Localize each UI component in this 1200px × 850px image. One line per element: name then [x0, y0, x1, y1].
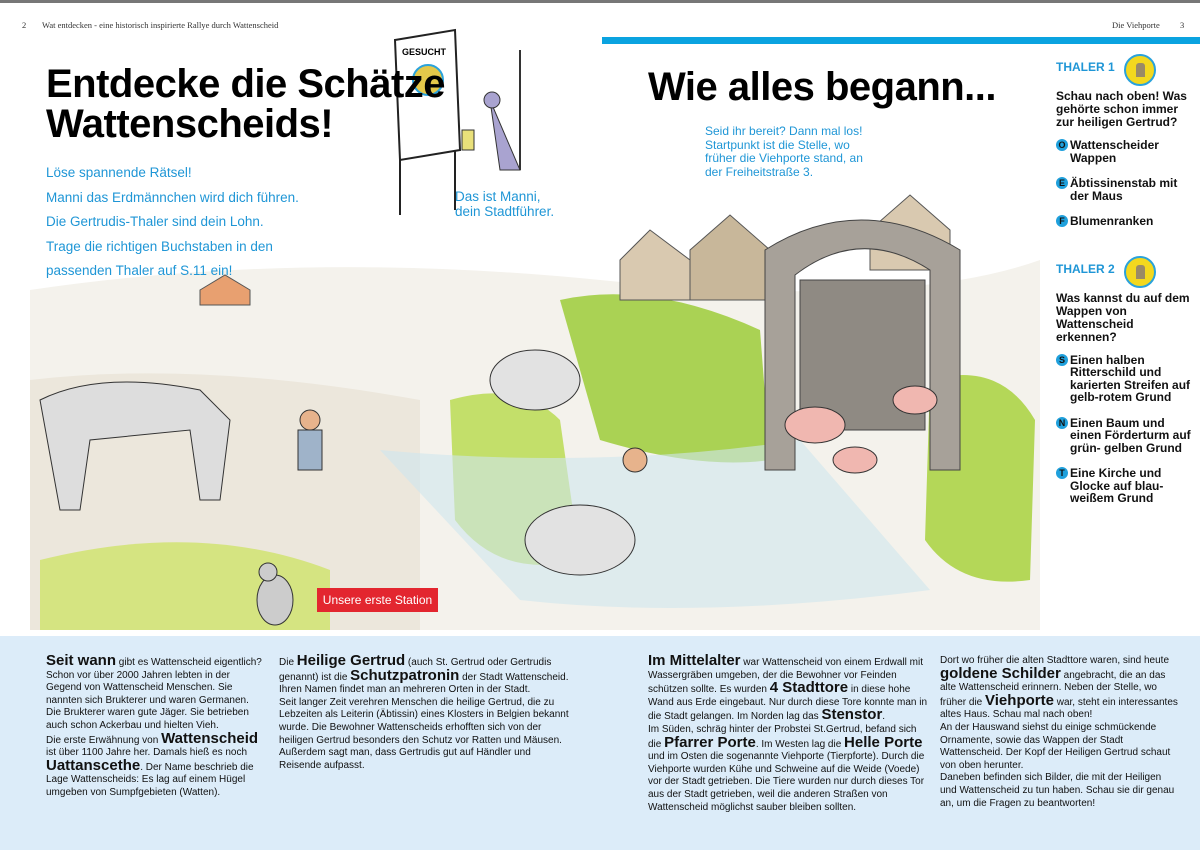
coin-icon [1124, 54, 1156, 86]
highlighted-term: Stenstor [821, 706, 883, 724]
option-text: Einen Baum und einen Förderturm auf grün- gelben Grund [1070, 415, 1191, 455]
right-intro [705, 125, 863, 179]
left-title [46, 64, 445, 144]
letter-badge: E [1056, 177, 1068, 189]
answer-option[interactable] [1056, 467, 1196, 505]
body-text: angebracht, die an das alte Wattenscheid erinnern. Neben der Stelle, wo früher die [940, 669, 1166, 708]
body-text: . Im Westen lag die [755, 738, 845, 750]
intro-line: Löse spannende Rätsel! [46, 165, 192, 180]
highlighted-term: Viehporte [985, 691, 1054, 709]
highlighted-term: Heilige Gertrud [296, 652, 406, 669]
thaler-question: Schau nach oben! Was gehörte schon immer zur heiligen Gertrud? [1056, 89, 1187, 129]
letter-badge: O [1056, 139, 1068, 151]
left-intro [46, 161, 299, 284]
text-column [648, 652, 928, 814]
body-text: Daneben befinden sich Bilder, die mit der Heiligen und Wattenscheid zu tun haben. Schau sie dir genau an, um die Fragen zu beantworten! [940, 772, 1175, 809]
body-text: An der Hauswand siehst du einige schmückende Ornamente, sowie das Wappen der Stadt Wattenscheid. Der Kopf der Heiligen Gertrud schaut von oben herunter. [940, 721, 1171, 771]
intro-line: früher die Viehporte stand, an [705, 151, 863, 165]
thaler-sidebar [1056, 60, 1196, 518]
body-text: gibt es Wattenscheid eigentlich? Schon vor über 2000 Jahren lebten in der Gegend von Wattenscheid Menschen. Sie nannten sich Brukterer und waren Germanen. Die Brukterer waren gute Jäger. Sie betrieben auch schon Ackerbau und hielten Vieh. [46, 657, 262, 731]
letter-badge: T [1056, 467, 1068, 479]
right-title: Wie alles begann... [648, 65, 997, 109]
intro-line: Startpunkt ist die Stelle, wo [705, 137, 850, 152]
coin-icon [1124, 256, 1156, 288]
body-text: Seit langer Zeit verehren Menschen die heilige Gertrud, die zu Lebzeiten als Leiterin (Äbtissin) eines Klosters in Belgien bekannt wurde. Die Bewohner Wattenscheids erhofften sich von der heiligen Gertrud besonders den Schutz vor Ratten und Mäusen. Außerdem sagt man, dass Gertrudis gut auf Händler und Reisende aufpasst. [279, 696, 569, 771]
option-text: Wattenscheider Wappen [1070, 138, 1159, 165]
thaler-1 [1056, 60, 1196, 228]
highlighted-term: Uattanscethe [46, 756, 141, 774]
letter-badge: N [1056, 417, 1068, 429]
body-text: Die [279, 657, 297, 668]
text-column [279, 652, 569, 772]
text-column [46, 652, 266, 800]
intro-line: Trage die richtigen Buchstaben in den [46, 238, 273, 254]
manni-meerkat [462, 50, 520, 170]
highlighted-term: Helle Porte [844, 733, 923, 751]
body-text: Die erste Erwähnung von [46, 734, 162, 746]
answer-option[interactable] [1056, 417, 1196, 455]
highlighted-term: Seit wann [46, 652, 117, 669]
highlighted-term: Pfarrer Porte [664, 733, 756, 751]
body-text: ist über 1100 Jahre her. Damals hieß es noch [46, 747, 248, 759]
intro-line: passenden Thaler auf S.11 ein! [46, 263, 233, 278]
body-text: (auch St. Gertrud oder Gertrudis genannt) ist die [279, 657, 552, 683]
body-text: war Wattenscheid von einem Erdwall mit Wassergräben umgeben, der die Bewohner vor Feinden schützen sollte. Es wurden [648, 657, 924, 696]
manni-caption-line2: dein Stadtführer. [455, 204, 555, 219]
answer-option[interactable] [1056, 215, 1196, 228]
thaler-2 [1056, 262, 1196, 505]
intro-line: der Freiheitstraße 3. [705, 164, 814, 179]
answer-option[interactable] [1056, 354, 1196, 404]
left-title-line1: Entdecke die Schätze [46, 62, 446, 106]
letter-badge: S [1056, 354, 1068, 366]
manni-caption [455, 189, 554, 219]
highlighted-term: 4 Stadttore [769, 679, 849, 697]
option-text: Blumenranken [1070, 214, 1154, 228]
running-title-left: Wat entdecken - eine historisch inspirierte Rallye durch Wattenscheid [42, 20, 279, 30]
intro-line: Die Gertrudis-Thaler sind dein Lohn. [46, 214, 264, 229]
body-text: in diese hohe Wand aus Erde eingebaut. Nur durch diese Tore konnte man in die Stadt gelangen. Im Norden lag das [648, 684, 928, 723]
highlighted-term: goldene Schilder [940, 664, 1061, 682]
running-title-right: Die Viehporte [1112, 20, 1160, 30]
body-text: und im Osten die sogenannte Viehporte (Tierpforte). Durch die Viehporte wurden Kühe und Schweine auf die Weide (Voede) vor der Stadt getrieben. Die Tiere wurden nur durch dieses Tor aus der Stadt getrieben, weil die anderen Straßen von Wattenscheid möglichst sauber bleiben sollten. [648, 751, 925, 813]
page-number-right: 3 [1180, 20, 1185, 30]
sign-label: GESUCHT [402, 47, 447, 57]
body-text: war, steht ein interessantes altes Haus. Schau mal nach oben! [940, 696, 1178, 721]
page-number-left: 2 [22, 20, 27, 30]
body-text: der Stadt Wattenscheid. Ihren Namen findet man an mehreren Orten in der Stadt. [279, 671, 569, 696]
first-station-button[interactable]: Unsere erste Station [317, 588, 438, 612]
body-text: Dort wo früher die alten Stadttore waren, sind heute [940, 655, 1170, 666]
thaler-label: THALER 1 [1056, 60, 1115, 74]
manni-caption-line1: Das ist Manni, [455, 189, 541, 204]
option-text: Eine Kirche und Glocke auf blau-weißem Grund [1070, 466, 1164, 505]
answer-option[interactable] [1056, 177, 1196, 202]
answer-option[interactable] [1056, 139, 1196, 164]
intro-line: Manni das Erdmännchen wird dich führen. [46, 189, 299, 205]
thaler-question: Was kannst du auf dem Wappen von Wattenscheid erkennen? [1056, 290, 1190, 344]
letter-badge: F [1056, 215, 1068, 227]
option-text: Äbtissinenstab mit der Maus [1070, 176, 1178, 203]
option-text: Einen halben Ritterschild und karierten Streifen auf gelb-rotem Grund [1070, 352, 1191, 404]
highlighted-term: Wattenscheid [161, 729, 259, 747]
intro-line: Seid ihr bereit? Dann mal los! [705, 124, 863, 138]
left-title-line2: Wattenscheids! [46, 102, 334, 146]
body-text: . [882, 711, 886, 723]
highlighted-term: Im Mittelalter [648, 652, 741, 669]
text-column [940, 655, 1180, 810]
thaler-label: THALER 2 [1056, 261, 1115, 276]
body-text: . Der Name beschrieb die Lage Wattenscheids: Es lag auf einem Hügel umgeben von Sumpfgebieten (Watten). [46, 761, 254, 798]
highlighted-term: Schutzpatronin [350, 666, 460, 684]
body-text: Im Süden, schräg hinter der Probstei St.Gertrud, befand sich die [648, 723, 917, 750]
